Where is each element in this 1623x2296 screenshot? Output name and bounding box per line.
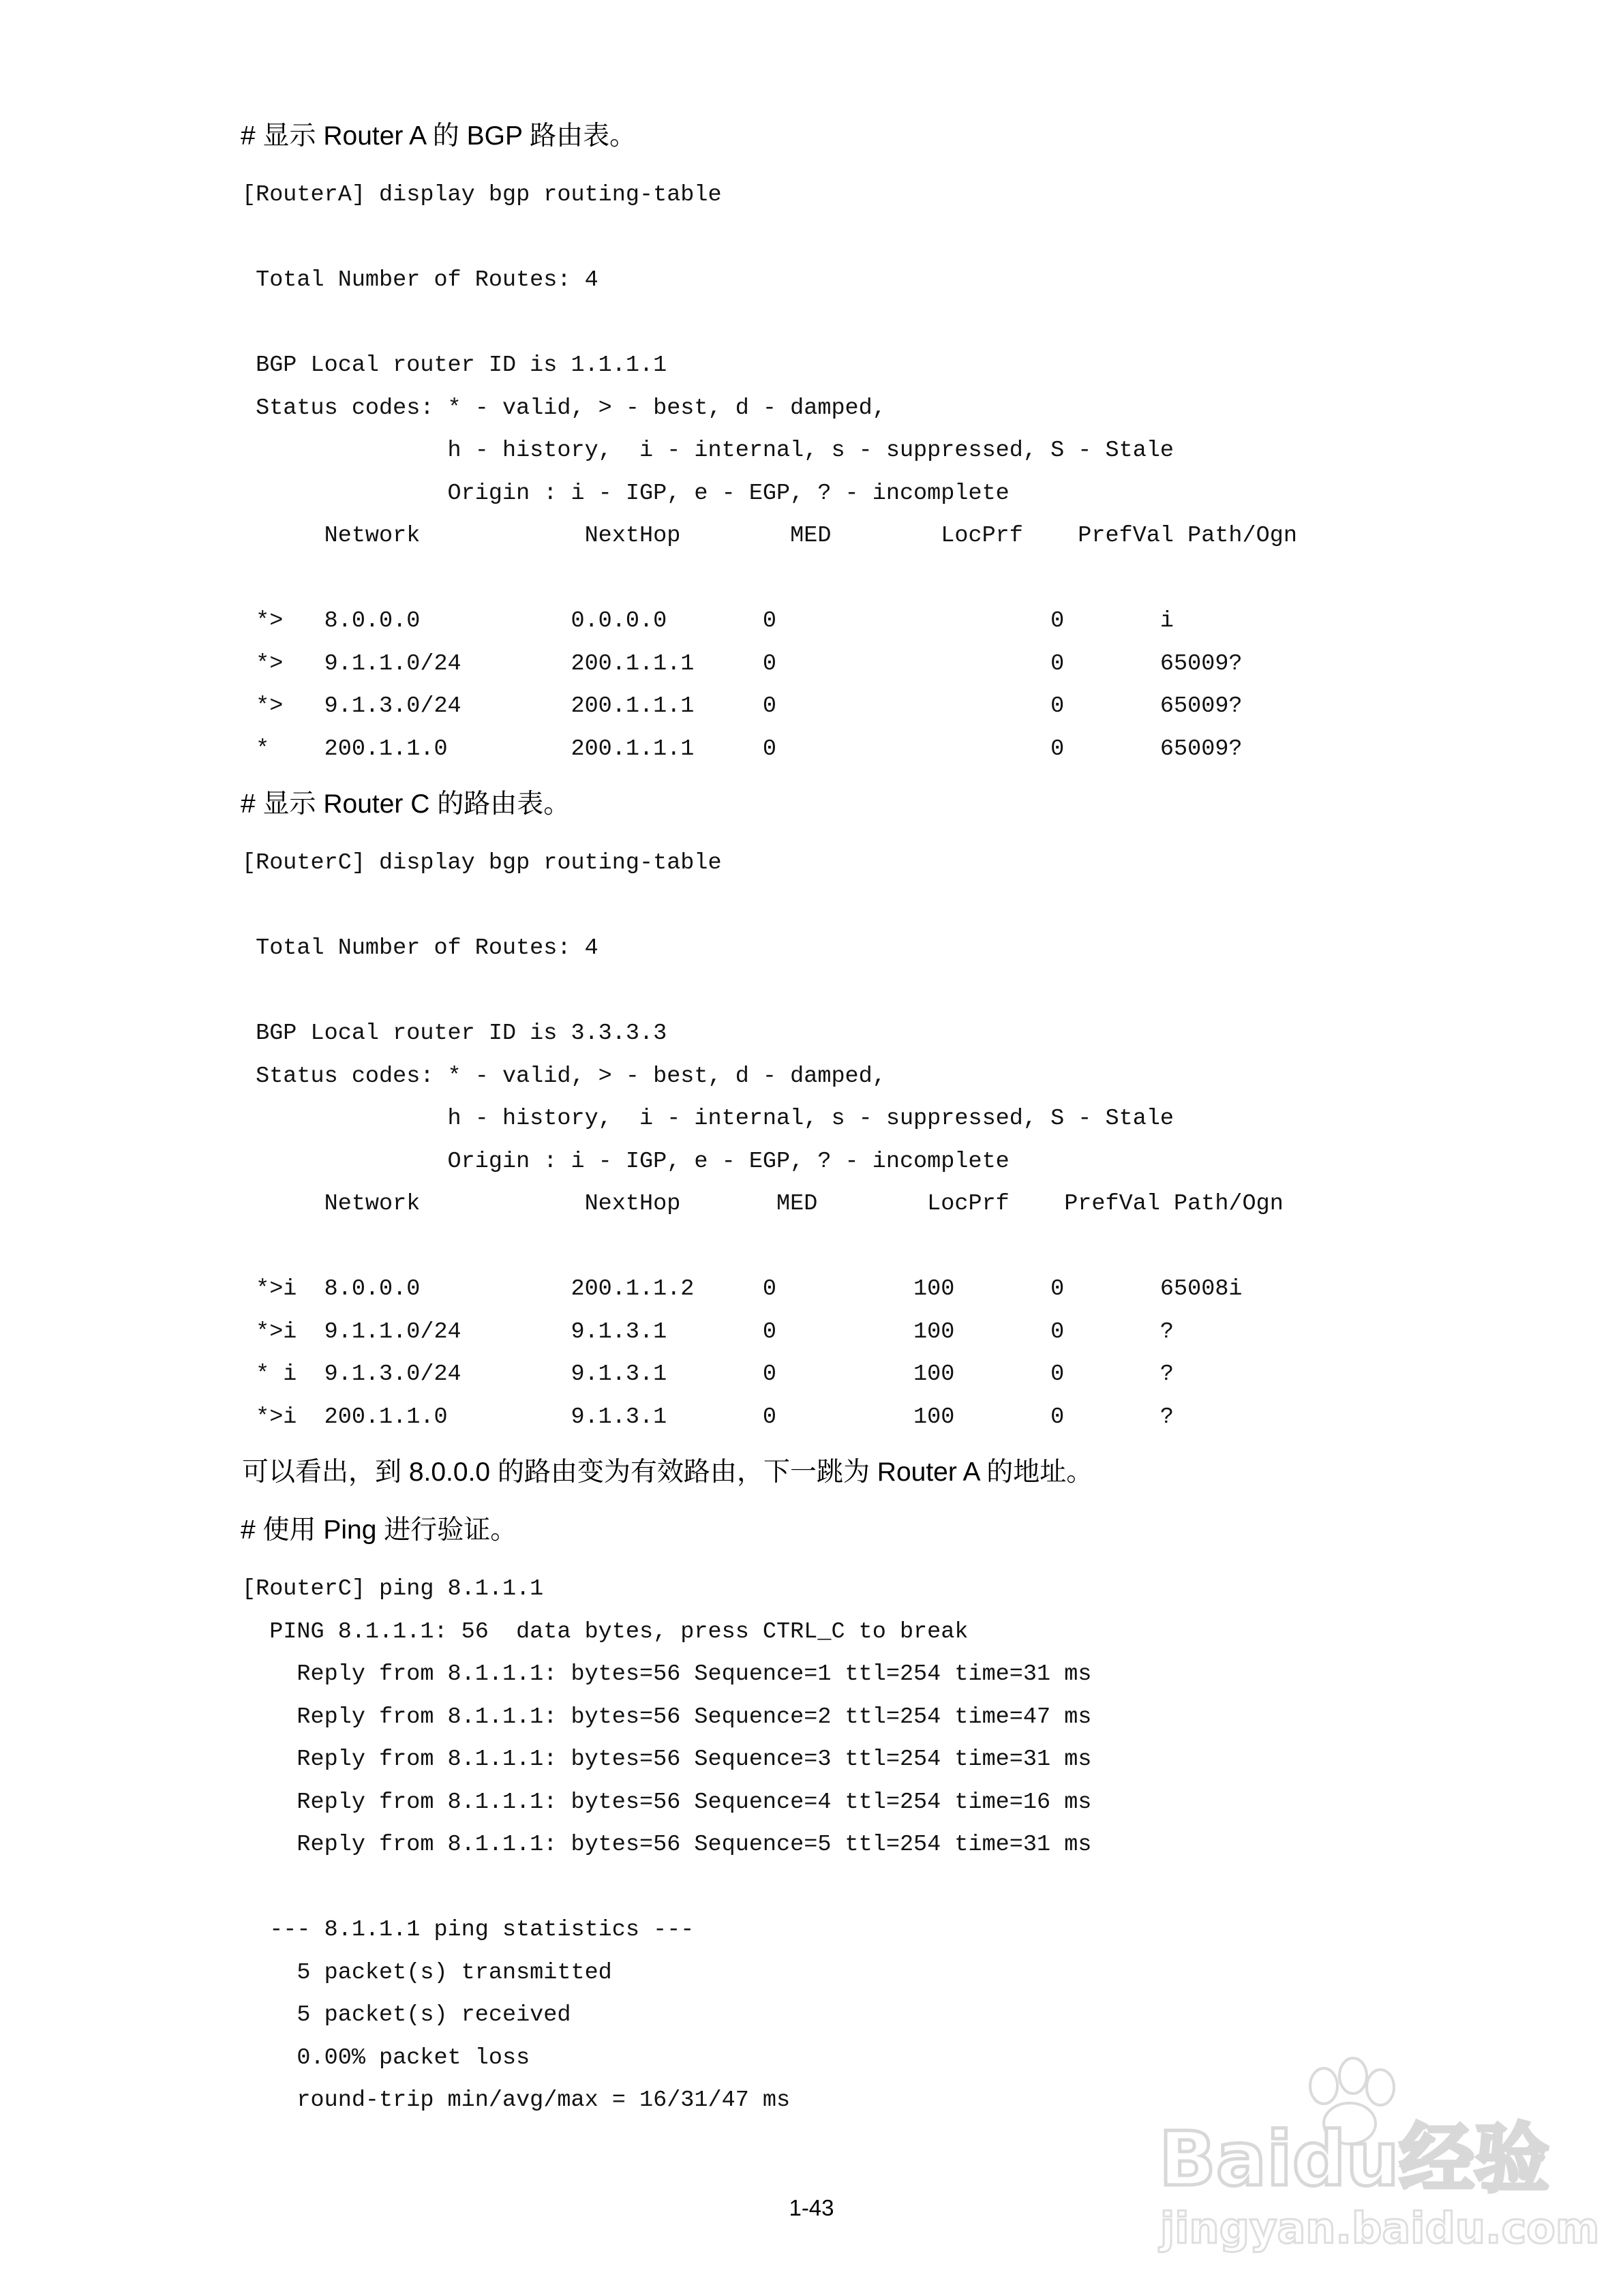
code-line: h - history, i - internal, s - suppressed, S - Stale	[242, 1106, 1174, 1132]
heading-router-c: # 显示 Router C 的路由表。	[241, 789, 571, 819]
code-line: Network NextHop MED LocPrf PrefVal Path/Ogn	[242, 1191, 1284, 1217]
code-line: [RouterC] display bgp routing-table	[242, 850, 722, 876]
code-line: Status codes: * - valid, > - best, d - damped,	[242, 1063, 886, 1089]
code-block-router-c	[242, 842, 1537, 1438]
code-line: round-trip min/avg/max = 16/31/47 ms	[242, 2087, 791, 2113]
code-line: --- 8.1.1.1 ping statistics ---	[242, 1917, 695, 1943]
code-line: Reply from 8.1.1.1: bytes=56 Sequence=3 ttl=254 time=31 ms	[242, 1747, 1092, 1772]
code-line: Origin : i - IGP, e - EGP, ? - incomplete	[242, 1148, 1010, 1175]
code-line: Reply from 8.1.1.1: bytes=56 Sequence=5 ttl=254 time=31 ms	[242, 1832, 1092, 1858]
code-line	[242, 1867, 1537, 1909]
code-line: Network NextHop MED LocPrf PrefVal Path/Ogn	[242, 523, 1297, 549]
watermark-sub-text: jingyan.baidu.com	[1160, 2203, 1600, 2253]
code-line: *>i 9.1.1.0/24 9.1.3.1 0 100 0 ?	[242, 1318, 1174, 1345]
code-line: 5 packet(s) transmitted	[242, 1959, 612, 1986]
code-line: Origin : i - IGP, e - EGP, ? - incomplete	[242, 480, 1010, 507]
note-paragraph: 可以看出，到 8.0.0.0 的路由变为有效路由，下一跳为 Router A 的地址。	[242, 1457, 1093, 1487]
code-line: Status codes: * - valid, > - best, d - damped,	[242, 395, 886, 421]
code-line: *> 9.1.1.0/24 200.1.1.1 0 0 65009?	[242, 650, 1243, 677]
code-line: *> 9.1.3.0/24 200.1.1.1 0 0 65009?	[242, 693, 1243, 719]
code-line: PING 8.1.1.1: 56 data bytes, press CTRL_C to break	[242, 1618, 969, 1645]
code-line	[242, 1226, 1537, 1269]
code-line: Reply from 8.1.1.1: bytes=56 Sequence=2 ttl=254 time=47 ms	[242, 1704, 1092, 1730]
code-line: 5 packet(s) received	[242, 2002, 571, 2028]
code-line: * i 9.1.3.0/24 9.1.3.1 0 100 0 ?	[242, 1361, 1174, 1387]
code-line: * 200.1.1.0 200.1.1.1 0 0 65009?	[242, 736, 1243, 762]
code-line: [RouterA] display bgp routing-table	[242, 182, 722, 208]
code-line: *>i 8.0.0.0 200.1.1.2 0 100 0 65008i	[242, 1276, 1243, 1302]
code-line	[242, 970, 1537, 1013]
code-line: 0.00% packet loss	[242, 2044, 530, 2071]
code-line: *>i 200.1.1.0 9.1.3.1 0 100 0 ?	[242, 1404, 1174, 1430]
code-line	[242, 302, 1537, 345]
watermark-main-text: Baidu经验	[1159, 2115, 1549, 2203]
code-line: BGP Local router ID is 1.1.1.1	[242, 352, 667, 378]
code-line: [RouterC] ping 8.1.1.1	[242, 1576, 544, 1602]
code-line: *> 8.0.0.0 0.0.0.0 0 0 i	[242, 608, 1174, 634]
code-line: h - history, i - internal, s - suppressed, S - Stale	[242, 438, 1174, 464]
code-line	[242, 885, 1537, 928]
code-block-ping	[242, 1568, 1537, 2122]
heading-ping: # 使用 Ping 进行验证。	[241, 1515, 517, 1545]
code-line	[242, 217, 1537, 260]
heading-router-a: # 显示 Router A 的 BGP 路由表。	[241, 121, 637, 151]
code-line: Total Number of Routes: 4	[242, 267, 598, 293]
watermark-graphic	[1145, 2045, 1600, 2256]
baidu-jingyan-watermark	[1145, 2045, 1600, 2256]
code-line: Reply from 8.1.1.1: bytes=56 Sequence=4 ttl=254 time=16 ms	[242, 1789, 1092, 1815]
page-number: 1-43	[789, 2195, 834, 2220]
code-line: BGP Local router ID is 3.3.3.3	[242, 1021, 667, 1046]
code-line: Reply from 8.1.1.1: bytes=56 Sequence=1 ttl=254 time=31 ms	[242, 1661, 1092, 1687]
code-line	[242, 558, 1537, 601]
code-line: Total Number of Routes: 4	[242, 935, 598, 961]
code-block-router-a	[242, 174, 1537, 770]
